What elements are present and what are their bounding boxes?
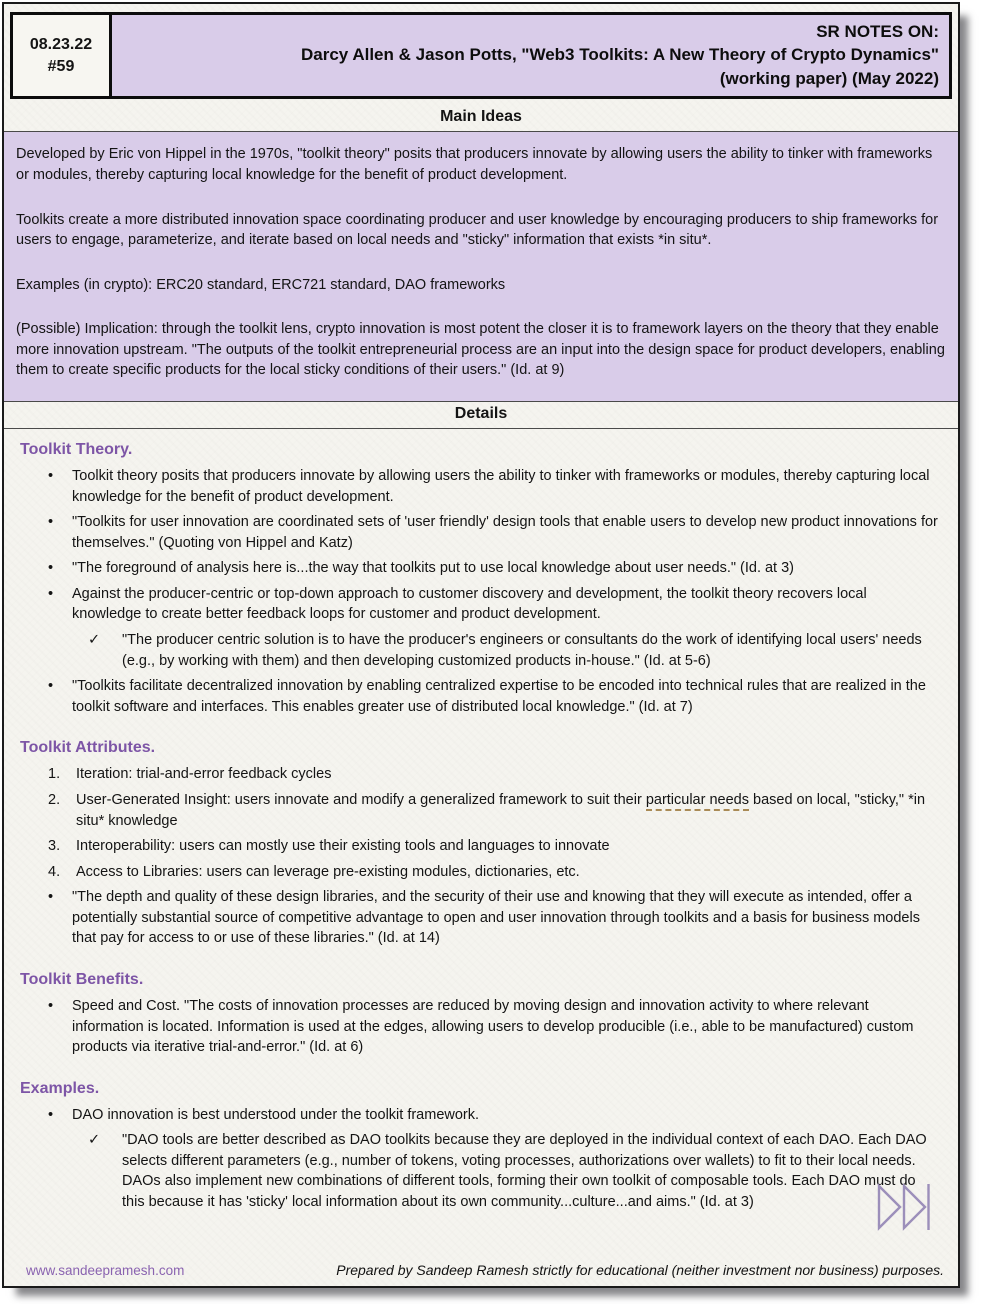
paper-subtitle: (working paper) (May 2022): [719, 68, 939, 88]
bullet-marker-icon: •: [48, 467, 54, 484]
header: [10, 12, 952, 99]
number-marker: 1.: [48, 766, 61, 783]
list-item: [46, 676, 940, 717]
bullet-marker-icon: •: [48, 585, 54, 602]
list-item-text: Toolkit theory posits that producers innovate by allowing users the ability to tinker with frameworks or modules, thereby capturing local knowledge for the benefit of product development.: [72, 467, 930, 505]
notes-label: SR NOTES ON:: [816, 22, 939, 41]
main-ideas-section: [4, 132, 958, 402]
list-item-text: "The depth and quality of these design libraries, and the security of their use and knowing that they will execute as intended, offer a potentially substantial source of competitive advantage to open and user innovation through toolkits and a basis for business models that pay for access to or use of these libraries." (Id. at 14): [72, 889, 920, 947]
subsection-title: Toolkit Benefits.: [20, 970, 144, 988]
check-marker-icon: ✓: [88, 632, 101, 649]
date-box: [13, 15, 112, 96]
list-item-text: Against the producer-centric or top-down approach to customer discovery and development, the toolkit theory recovers local knowledge to create better feedback loops for customer and product development.: [72, 585, 867, 623]
list-item: [46, 1105, 940, 1126]
subsection-title: Examples.: [20, 1079, 100, 1097]
list-item-text: Access to Libraries: users can leverage pre-existing modules, dictionaries, etc.: [76, 863, 580, 880]
list-item: [46, 466, 940, 507]
list-item-text: Interoperability: users can mostly use their existing tools and languages to innovate: [76, 838, 610, 855]
bullet-marker-icon: •: [48, 889, 54, 906]
bullet-marker-icon: •: [48, 678, 54, 695]
list-item-text: "The foreground of analysis here is...the way that toolkits put to use local knowledge about user needs." (Id. at 3): [72, 560, 795, 577]
bullet-marker-icon: •: [48, 1106, 54, 1123]
website-link[interactable]: www.sandeepramesh.com: [26, 1263, 185, 1278]
list-item: [46, 790, 940, 831]
main-idea-paragraph: Developed by Eric von Hippel in the 1970s, "toolkit theory" posits that producers innovate by allowing users the ability to tinker with frameworks or modules, thereby capturing local knowledge for the benefit of product development.: [16, 146, 933, 183]
disclaimer-text: Prepared by Sandeep Ramesh strictly for educational (neither investment nor business) purposes.: [336, 1262, 944, 1278]
bullet-marker-icon: •: [48, 514, 54, 531]
bullet-marker-icon: •: [48, 997, 54, 1014]
details-subsection: [20, 1080, 940, 1213]
list-item-text: DAO innovation is best understood under the toolkit framework.: [72, 1106, 480, 1123]
list-item: [46, 584, 940, 625]
list-item-text: "The producer centric solution is to have the producer's engineers or consultants do the work of identifying local users' needs (e.g., by working with them) and then developing customized products in-house." (Id. at 5-6): [122, 632, 922, 669]
paper-title: Darcy Allen & Jason Potts, "Web3 Toolkits: A New Theory of Crypto Dynamics": [300, 45, 939, 65]
list-item: [46, 887, 940, 949]
note-date: 08.23.22: [29, 36, 93, 54]
skip-forward-icon: [876, 1181, 932, 1238]
notes-page: [2, 2, 960, 1288]
subsection-title: Toolkit Theory.: [20, 440, 133, 458]
footer: [4, 1262, 958, 1278]
details-subsection: [20, 739, 940, 949]
list-item-text: "Toolkits for user innovation are coordinated sets of 'user friendly' design tools that enable users to develop new product innovations for themselves." (Quoting von Hippel and Katz): [72, 514, 938, 551]
main-idea-paragraph: (Possible) Implication: through the toolkit lens, crypto innovation is most potent the closer it is to framework layers on the theory that they enable more innovation upstream. "The outputs of the toolkit entrepreneurial process are an input into the design space for product developers, enabling them to create specific products for the local sticky conditions of their users." (Id. at 9): [16, 321, 945, 379]
check-marker-icon: ✓: [88, 1132, 101, 1149]
main-ideas-heading: Main Ideas: [4, 105, 958, 132]
details-subsection: [20, 441, 940, 717]
main-idea-paragraph: Examples (in crypto): ERC20 standard, ERC721 standard, DAO frameworks: [16, 276, 506, 293]
list-item-text: Speed and Cost. "The costs of innovation processes are reduced by moving design and innovation activity to where relevant information is located. Information is used at the edges, allowing users to develop producible (i.e., able to be manufactured) custom products via iterative trial-and-error." (Id. at 6): [72, 997, 914, 1056]
note-number: #59: [47, 57, 75, 75]
list-item: [46, 862, 940, 883]
list-item-text: "Toolkits facilitate decentralized innovation by enabling centralized expertise to be encoded into technical rules that are realized in the toolkit software and interfaces. This enables greater use of distributed local knowledge." (Id. at 7): [72, 678, 926, 715]
list-item: [46, 836, 940, 857]
title-box: [112, 15, 949, 96]
list-item: [46, 764, 940, 785]
list-item: [46, 996, 940, 1058]
list-item: [86, 1130, 940, 1212]
number-marker: 2.: [48, 791, 61, 808]
list-item: [86, 630, 940, 671]
bullet-marker-icon: •: [48, 560, 54, 577]
list-item: [46, 558, 940, 579]
details-subsection: [20, 971, 940, 1058]
spellcheck-underline: particular needs: [646, 792, 749, 811]
number-marker: 3.: [48, 838, 61, 855]
number-marker: 4.: [48, 863, 61, 880]
list-item-text: Iteration: trial-and-error feedback cycles: [76, 766, 332, 783]
subsection-title: Toolkit Attributes.: [20, 739, 156, 757]
details-heading: Details: [4, 402, 958, 429]
list-item-text: User-Generated Insight: users innovate and modify a generalized framework to suit their particular needs based on local, "sticky," *in situ* knowledge: [76, 791, 926, 829]
list-item: [46, 512, 940, 553]
list-item-text: "DAO tools are better described as DAO toolkits because they are deployed in the individual context of each DAO. Each DAO selects different parameters (e.g., number of tokens, voting processes, authorizations over wallets) to fit to their local needs. DAOs also implement new combinations of different tools, forming their own toolkit of composable tools. Each DAO must do this because it has 'sticky' local information about its own community...culture...and aims." (Id. at 3): [122, 1132, 927, 1211]
details-section: [4, 429, 958, 1213]
main-idea-paragraph: Toolkits create a more distributed innovation space coordinating producer and user knowledge by encouraging producers to ship frameworks for users to engage, parameterize, and iterate based on local needs and "sticky" information that exists *in situ*.: [16, 211, 939, 249]
